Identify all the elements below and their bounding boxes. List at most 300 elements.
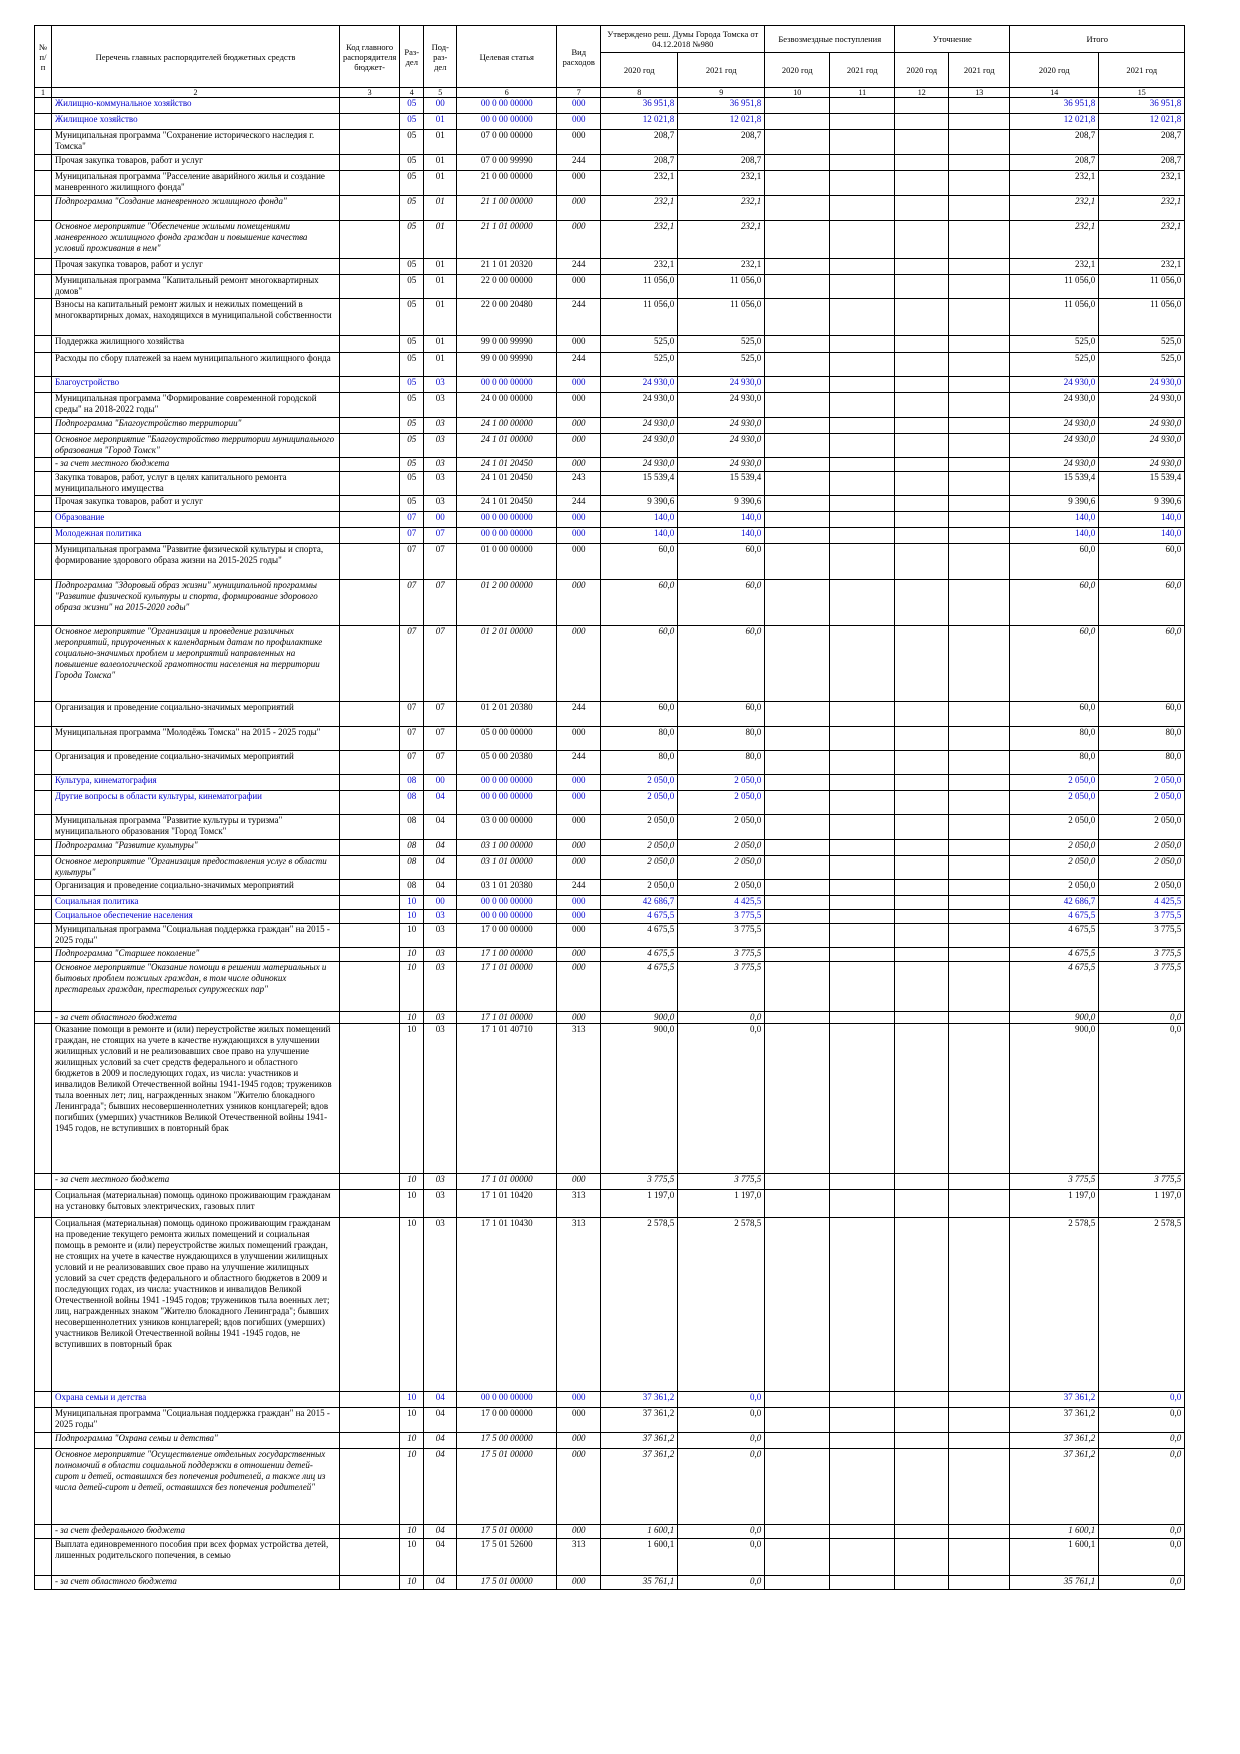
row-target: 07 0 00 99990 (457, 155, 557, 171)
row-razdel: 05 (400, 130, 424, 155)
empty-cell (35, 962, 52, 1012)
empty-cell (765, 1012, 830, 1024)
table-row (35, 98, 1185, 114)
table-row (35, 1408, 1185, 1433)
row-name: Прочая закупка товаров, работ и услуг (52, 155, 340, 171)
row-approved-2020: 37 361,2 (601, 1392, 678, 1408)
row-approved-2021: 3 775,5 (678, 1174, 765, 1190)
row-razdel: 05 (400, 171, 424, 196)
row-podrazdel: 03 (424, 1174, 457, 1190)
empty-cell (830, 924, 895, 948)
row-approved-2021: 80,0 (678, 751, 765, 775)
empty-cell (340, 626, 400, 702)
table-row (35, 472, 1185, 496)
row-razdel: 05 (400, 221, 424, 259)
table-row (35, 130, 1185, 155)
empty-cell (949, 1408, 1010, 1433)
row-approved-2021: 525,0 (678, 353, 765, 377)
row-target: 00 0 00 00000 (457, 1392, 557, 1408)
empty-cell (35, 434, 52, 458)
row-razdel: 10 (400, 1392, 424, 1408)
empty-cell (340, 528, 400, 544)
empty-cell (830, 840, 895, 856)
row-total-2021: 140,0 (1099, 512, 1185, 528)
row-name: Охрана семьи и детства (52, 1392, 340, 1408)
row-approved-2021: 9 390,6 (678, 496, 765, 512)
row-total-2020: 2 578,5 (1010, 1218, 1099, 1392)
empty-cell (830, 751, 895, 775)
row-total-2020: 24 930,0 (1010, 418, 1099, 434)
empty-cell (340, 393, 400, 418)
header-vid: Вид расходов (557, 26, 601, 88)
row-podrazdel: 03 (424, 434, 457, 458)
empty-cell (765, 1174, 830, 1190)
row-approved-2021: 15 539,4 (678, 472, 765, 496)
row-name: - за счет областного бюджета (52, 1576, 340, 1590)
empty-cell (949, 1190, 1010, 1218)
row-approved-2020: 2 050,0 (601, 815, 678, 840)
row-name: Подпрограмма "Охрана семьи и детства" (52, 1433, 340, 1449)
empty-cell (340, 114, 400, 130)
empty-cell (949, 353, 1010, 377)
table-row (35, 775, 1185, 791)
row-podrazdel: 07 (424, 727, 457, 751)
empty-cell (949, 1024, 1010, 1174)
row-approved-2021: 60,0 (678, 702, 765, 727)
empty-cell (895, 1174, 949, 1190)
row-total-2021: 60,0 (1099, 626, 1185, 702)
row-podrazdel: 04 (424, 1433, 457, 1449)
row-total-2021: 24 930,0 (1099, 434, 1185, 458)
empty-cell (949, 299, 1010, 336)
row-podrazdel: 00 (424, 98, 457, 114)
row-podrazdel: 04 (424, 880, 457, 896)
empty-cell (765, 1449, 830, 1525)
header-free-2021: 2021 год (830, 53, 895, 88)
row-approved-2021: 24 930,0 (678, 418, 765, 434)
row-vid: 313 (557, 1218, 601, 1392)
row-approved-2020: 24 930,0 (601, 434, 678, 458)
empty-cell (765, 1190, 830, 1218)
row-target: 01 2 01 20380 (457, 702, 557, 727)
empty-cell (35, 751, 52, 775)
empty-cell (340, 727, 400, 751)
empty-cell (35, 580, 52, 626)
colnum: 5 (424, 88, 457, 98)
header-approved-2021: 2021 год (678, 53, 765, 88)
row-approved-2020: 2 578,5 (601, 1218, 678, 1392)
row-target: 01 2 00 00000 (457, 580, 557, 626)
row-vid: 244 (557, 299, 601, 336)
table-row (35, 434, 1185, 458)
row-vid: 000 (557, 962, 601, 1012)
row-approved-2020: 900,0 (601, 1024, 678, 1174)
empty-cell (830, 130, 895, 155)
row-approved-2020: 525,0 (601, 353, 678, 377)
row-target: 24 1 01 20450 (457, 458, 557, 472)
row-podrazdel: 01 (424, 259, 457, 275)
row-total-2021: 3 775,5 (1099, 1174, 1185, 1190)
table-row (35, 840, 1185, 856)
row-target: 24 1 01 00000 (457, 434, 557, 458)
row-total-2021: 24 930,0 (1099, 458, 1185, 472)
row-vid: 000 (557, 1576, 601, 1590)
row-razdel: 07 (400, 702, 424, 727)
empty-cell (765, 815, 830, 840)
empty-cell (949, 896, 1010, 910)
row-approved-2020: 60,0 (601, 544, 678, 580)
empty-cell (340, 840, 400, 856)
row-podrazdel: 04 (424, 1408, 457, 1433)
row-podrazdel: 03 (424, 1190, 457, 1218)
empty-cell (765, 1539, 830, 1576)
row-podrazdel: 01 (424, 114, 457, 130)
empty-cell (765, 1433, 830, 1449)
row-approved-2020: 232,1 (601, 196, 678, 221)
row-total-2020: 80,0 (1010, 727, 1099, 751)
row-approved-2020: 1 197,0 (601, 1190, 678, 1218)
colnum: 15 (1099, 88, 1185, 98)
row-podrazdel: 07 (424, 626, 457, 702)
row-razdel: 08 (400, 815, 424, 840)
row-approved-2021: 60,0 (678, 626, 765, 702)
row-target: 17 0 00 00000 (457, 924, 557, 948)
table-row (35, 155, 1185, 171)
row-approved-2020: 232,1 (601, 171, 678, 196)
empty-cell (35, 544, 52, 580)
row-total-2021: 2 050,0 (1099, 791, 1185, 815)
row-total-2021: 80,0 (1099, 727, 1185, 751)
row-total-2021: 11 056,0 (1099, 275, 1185, 299)
row-razdel: 05 (400, 275, 424, 299)
row-total-2020: 24 930,0 (1010, 393, 1099, 418)
row-target: 00 0 00 00000 (457, 791, 557, 815)
row-name: Муниципальная программа "Расселение аварийного жилья и создание маневренного жилищного фонда" (52, 171, 340, 196)
empty-cell (830, 791, 895, 815)
empty-cell (949, 962, 1010, 1012)
row-total-2020: 3 775,5 (1010, 1174, 1099, 1190)
row-podrazdel: 07 (424, 580, 457, 626)
row-vid: 000 (557, 336, 601, 353)
empty-cell (35, 948, 52, 962)
row-total-2021: 3 775,5 (1099, 948, 1185, 962)
row-podrazdel: 01 (424, 171, 457, 196)
empty-cell (895, 528, 949, 544)
row-name: Образование (52, 512, 340, 528)
row-podrazdel: 03 (424, 948, 457, 962)
row-approved-2021: 3 775,5 (678, 924, 765, 948)
empty-cell (340, 259, 400, 275)
empty-cell (895, 727, 949, 751)
table-row (35, 114, 1185, 130)
empty-cell (830, 472, 895, 496)
row-approved-2021: 140,0 (678, 512, 765, 528)
empty-cell (765, 434, 830, 458)
row-razdel: 08 (400, 775, 424, 791)
row-podrazdel: 01 (424, 299, 457, 336)
empty-cell (340, 171, 400, 196)
empty-cell (949, 458, 1010, 472)
empty-cell (895, 1539, 949, 1576)
row-target: 99 0 00 99990 (457, 353, 557, 377)
empty-cell (830, 727, 895, 751)
empty-cell (35, 221, 52, 259)
row-total-2021: 3 775,5 (1099, 924, 1185, 948)
row-vid: 244 (557, 751, 601, 775)
row-name: Благоустройство (52, 377, 340, 393)
row-total-2020: 37 361,2 (1010, 1433, 1099, 1449)
row-vid: 000 (557, 275, 601, 299)
row-target: 17 1 01 10430 (457, 1218, 557, 1392)
empty-cell (340, 1218, 400, 1392)
empty-cell (340, 910, 400, 924)
row-vid: 000 (557, 171, 601, 196)
empty-cell (765, 130, 830, 155)
empty-cell (949, 948, 1010, 962)
row-approved-2021: 0,0 (678, 1392, 765, 1408)
row-total-2020: 1 600,1 (1010, 1539, 1099, 1576)
empty-cell (895, 751, 949, 775)
row-podrazdel: 01 (424, 353, 457, 377)
empty-cell (830, 896, 895, 910)
row-vid: 000 (557, 1012, 601, 1024)
empty-cell (340, 472, 400, 496)
table-row (35, 924, 1185, 948)
table-row (35, 580, 1185, 626)
row-approved-2020: 60,0 (601, 626, 678, 702)
row-vid: 000 (557, 815, 601, 840)
row-razdel: 05 (400, 458, 424, 472)
table-row (35, 1576, 1185, 1590)
row-total-2021: 15 539,4 (1099, 472, 1185, 496)
row-approved-2021: 3 775,5 (678, 948, 765, 962)
row-target: 00 0 00 00000 (457, 775, 557, 791)
row-target: 21 1 01 20320 (457, 259, 557, 275)
empty-cell (340, 1190, 400, 1218)
row-razdel: 05 (400, 472, 424, 496)
empty-cell (949, 1433, 1010, 1449)
row-razdel: 05 (400, 155, 424, 171)
row-total-2020: 60,0 (1010, 580, 1099, 626)
row-target: 22 0 00 20480 (457, 299, 557, 336)
row-total-2021: 3 775,5 (1099, 910, 1185, 924)
row-razdel: 07 (400, 626, 424, 702)
row-approved-2020: 12 021,8 (601, 114, 678, 130)
header-free: Безвозмездные поступления (765, 26, 895, 53)
row-vid: 000 (557, 418, 601, 434)
row-approved-2020: 60,0 (601, 580, 678, 626)
row-approved-2021: 0,0 (678, 1024, 765, 1174)
row-razdel: 08 (400, 791, 424, 815)
empty-cell (895, 815, 949, 840)
empty-cell (35, 727, 52, 751)
row-name: - за счет местного бюджета (52, 458, 340, 472)
empty-cell (35, 1024, 52, 1174)
row-vid: 000 (557, 580, 601, 626)
row-total-2020: 208,7 (1010, 155, 1099, 171)
row-approved-2021: 2 050,0 (678, 791, 765, 815)
row-vid: 244 (557, 880, 601, 896)
empty-cell (765, 418, 830, 434)
empty-cell (340, 1024, 400, 1174)
empty-cell (830, 496, 895, 512)
empty-cell (765, 896, 830, 910)
row-total-2021: 24 930,0 (1099, 393, 1185, 418)
header-name: Перечень главных распорядителей бюджетных средств (52, 26, 340, 88)
empty-cell (340, 275, 400, 299)
row-name: Подпрограмма "Развитие культуры" (52, 840, 340, 856)
empty-cell (765, 496, 830, 512)
empty-cell (830, 434, 895, 458)
empty-cell (35, 130, 52, 155)
row-target: 17 1 01 00000 (457, 1012, 557, 1024)
row-razdel: 05 (400, 98, 424, 114)
row-target: 00 0 00 00000 (457, 512, 557, 528)
empty-cell (895, 458, 949, 472)
empty-cell (765, 751, 830, 775)
empty-cell (340, 1576, 400, 1590)
empty-cell (949, 336, 1010, 353)
empty-cell (765, 377, 830, 393)
row-approved-2020: 24 930,0 (601, 458, 678, 472)
row-total-2021: 24 930,0 (1099, 377, 1185, 393)
empty-cell (895, 791, 949, 815)
row-total-2021: 525,0 (1099, 336, 1185, 353)
row-total-2021: 1 197,0 (1099, 1190, 1185, 1218)
header-podrazdel: Под-раз-дел (424, 26, 457, 88)
empty-cell (830, 856, 895, 880)
empty-cell (35, 880, 52, 896)
empty-cell (949, 1174, 1010, 1190)
row-approved-2020: 80,0 (601, 751, 678, 775)
empty-cell (830, 880, 895, 896)
empty-cell (765, 727, 830, 751)
row-approved-2021: 208,7 (678, 130, 765, 155)
empty-cell (830, 275, 895, 299)
row-podrazdel: 04 (424, 1449, 457, 1525)
row-name: Организация и проведение социально-значимых мероприятий (52, 880, 340, 896)
row-total-2020: 232,1 (1010, 259, 1099, 275)
row-total-2021: 0,0 (1099, 1392, 1185, 1408)
row-total-2020: 42 686,7 (1010, 896, 1099, 910)
row-razdel: 10 (400, 962, 424, 1012)
empty-cell (765, 962, 830, 1012)
row-podrazdel: 04 (424, 815, 457, 840)
row-vid: 000 (557, 1449, 601, 1525)
row-razdel: 08 (400, 880, 424, 896)
empty-cell (895, 377, 949, 393)
row-razdel: 05 (400, 114, 424, 130)
empty-cell (949, 1392, 1010, 1408)
row-total-2021: 0,0 (1099, 1012, 1185, 1024)
empty-cell (340, 948, 400, 962)
row-total-2020: 2 050,0 (1010, 775, 1099, 791)
row-total-2020: 2 050,0 (1010, 840, 1099, 856)
header-clarify-2020: 2020 год (895, 53, 949, 88)
empty-cell (949, 791, 1010, 815)
empty-cell (35, 1433, 52, 1449)
row-name: Основное мероприятие "Благоустройство территории муниципального образования "Город Томск" (52, 434, 340, 458)
table-row (35, 1525, 1185, 1539)
row-approved-2021: 2 050,0 (678, 856, 765, 880)
table-row (35, 896, 1185, 910)
empty-cell (895, 130, 949, 155)
row-podrazdel: 01 (424, 336, 457, 353)
row-vid: 000 (557, 196, 601, 221)
row-podrazdel: 00 (424, 896, 457, 910)
row-podrazdel: 04 (424, 840, 457, 856)
row-razdel: 05 (400, 496, 424, 512)
row-razdel: 10 (400, 948, 424, 962)
row-total-2020: 35 761,1 (1010, 1576, 1099, 1590)
table-row (35, 528, 1185, 544)
empty-cell (340, 924, 400, 948)
row-target: 17 1 01 40710 (457, 1024, 557, 1174)
colnum: 13 (949, 88, 1010, 98)
row-razdel: 10 (400, 1218, 424, 1392)
row-name: Подпрограмма "Благоустройство территории" (52, 418, 340, 434)
row-approved-2021: 0,0 (678, 1012, 765, 1024)
empty-cell (830, 702, 895, 727)
empty-cell (340, 434, 400, 458)
row-target: 00 0 00 00000 (457, 896, 557, 910)
empty-cell (830, 353, 895, 377)
row-name: Социальное обеспечение населения (52, 910, 340, 924)
row-approved-2020: 2 050,0 (601, 856, 678, 880)
row-target: 07 0 00 00000 (457, 130, 557, 155)
colnum: 7 (557, 88, 601, 98)
header-num: № п/п (35, 26, 52, 88)
row-total-2020: 37 361,2 (1010, 1408, 1099, 1433)
empty-cell (340, 196, 400, 221)
empty-cell (340, 353, 400, 377)
header-target: Целевая статья (457, 26, 557, 88)
row-name: Расходы по сбору платежей за наем муниципального жилищного фонда (52, 353, 340, 377)
row-approved-2021: 2 050,0 (678, 880, 765, 896)
colnum: 9 (678, 88, 765, 98)
empty-cell (765, 1576, 830, 1590)
row-approved-2021: 3 775,5 (678, 910, 765, 924)
row-total-2021: 0,0 (1099, 1449, 1185, 1525)
table-row (35, 196, 1185, 221)
empty-cell (895, 275, 949, 299)
row-razdel: 10 (400, 1012, 424, 1024)
row-approved-2021: 2 050,0 (678, 775, 765, 791)
row-podrazdel: 01 (424, 155, 457, 171)
table-row (35, 791, 1185, 815)
row-total-2020: 4 675,5 (1010, 924, 1099, 948)
empty-cell (35, 196, 52, 221)
row-total-2020: 140,0 (1010, 528, 1099, 544)
row-approved-2021: 60,0 (678, 580, 765, 626)
empty-cell (340, 580, 400, 626)
empty-cell (895, 580, 949, 626)
empty-cell (949, 512, 1010, 528)
row-approved-2020: 208,7 (601, 155, 678, 171)
empty-cell (895, 98, 949, 114)
empty-cell (35, 924, 52, 948)
empty-cell (340, 856, 400, 880)
row-name: Оказание помощи в ремонте и (или) переустройстве жилых помещений граждан, не стоящих на учете в качестве нуждающихся в улучшении жилищных условий и не реализовавших свое право на улучшение жилищных условий за счет средств федерального и областного бюджетов в 2009 и последующих годах, из числа: участников и инвалидов Великой Отечественной войны 1941-1945 годов; тружеников тыла военных лет; лиц, награжденных знаком "Жителю блокадного Ленинграда"; бывших несовершеннолетних узников концлагерей; вдов погибших (умерших) участников Великой Отечественной войны 1941-1945 годов, не вступивших в повторный брак (52, 1024, 340, 1174)
row-target: 01 2 01 00000 (457, 626, 557, 702)
row-vid: 244 (557, 702, 601, 727)
row-target: 22 0 00 00000 (457, 275, 557, 299)
empty-cell (340, 1012, 400, 1024)
row-name: Подпрограмма "Здоровый образ жизни" муниципальной программы "Развитие физической культуры и спорта, формирование здорового образа жизни" на 2015-2020 годы" (52, 580, 340, 626)
empty-cell (830, 948, 895, 962)
empty-cell (340, 1525, 400, 1539)
table-row (35, 544, 1185, 580)
